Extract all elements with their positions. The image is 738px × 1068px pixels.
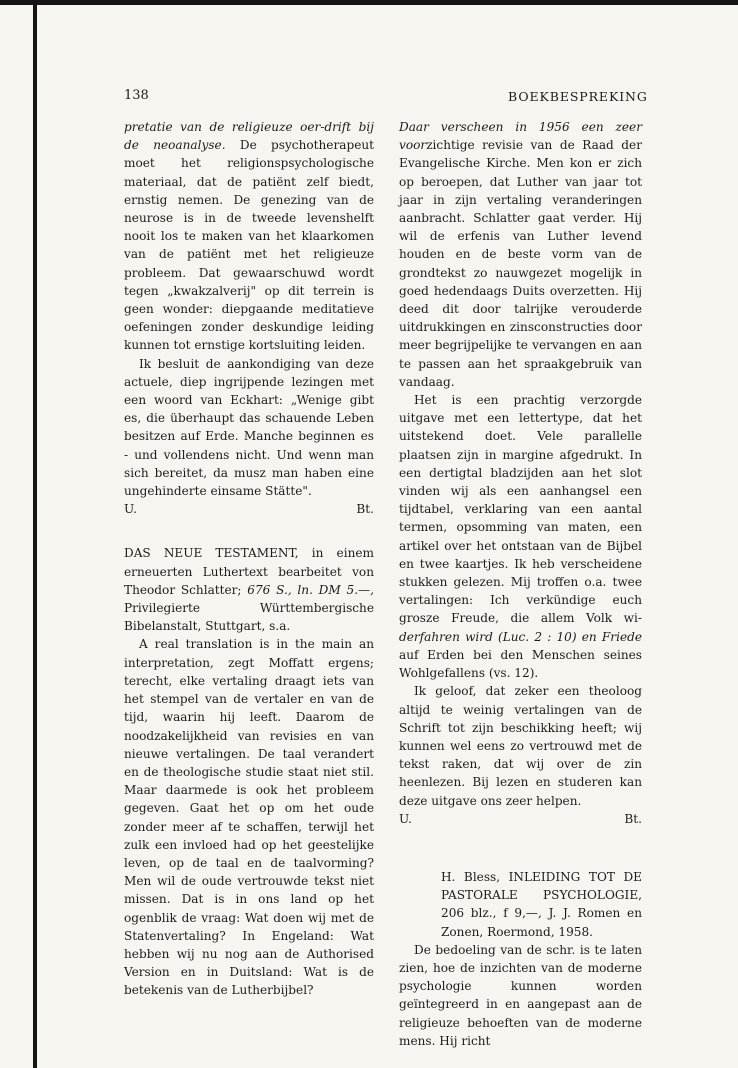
signature-line (399, 810, 642, 828)
left-column (124, 118, 374, 1000)
book-price: 676 S., ln. DM 5.—, (247, 582, 374, 597)
signature-initial: U. (124, 502, 137, 517)
left-border-line (33, 5, 37, 1068)
paragraph-uitgave (399, 391, 642, 682)
book-publisher: Privilegierte Württembergische Bibelanstalt, Stuttgart, s.a. (124, 601, 374, 634)
signature-author: Bt. (356, 502, 374, 517)
book-entry-neue-testament (124, 544, 374, 635)
italic-text: de neoanalyse. (124, 138, 226, 153)
paragraph-bedoeling: De bedoeling van de schr. is te laten zien, hoe de inzichten van de moderne psychologie kunnen worden geïntegreerd in en aangepast aan de religieuze behoeften van de moderne mens. Hij richt (399, 942, 642, 1048)
paragraph-text: auf Erden bei den Menschen seines Wohlgefallens (vs. 12). (399, 647, 642, 681)
top-border-line (0, 0, 738, 5)
paragraph-eckhart: Ik besluit de aankondiging van deze actuele, diep ingrijpende lezingen met een woord van Eckhart: „Wenige gibt es, die überhaupt das schauende Leben besitzen auf Erde. Manche beginnen es - und vollendens nicht. Und wenn man sich bereitet, da musz man haben eine ungehinderte einsame Stätte". (124, 356, 374, 499)
italic-text: pretatie van de religieuze oer-drift bij (124, 120, 374, 134)
signature-initial: U. (399, 811, 412, 826)
paragraph-theoloog: Ik geloof, dat zeker een theoloog altijd te weinig vertalingen van de Schrift tot zijn beschikking heeft; wij kunnen wel eens zo vertrouwd met de tekst raken, dat wij over de zin heenlezen. Bij lezen en studeren kan deze uitgave ons zeer helpen. (399, 684, 642, 808)
paragraph-revisie (399, 118, 642, 391)
italic-text: derfahren wird (Luc. 2 : 10) en Friede (399, 629, 642, 644)
signature-author: Bt. (624, 811, 642, 826)
signature-line (124, 500, 374, 518)
running-head: BOEKBESPREKING (508, 89, 648, 104)
paragraph-text: De psychotherapeut moet het religionspsychologische materiaal, dat de patiënt zelf biedt, ernstig nemen. De genezing van de neurose is in de tweede levenshelft nooit los te maken van het klaarkomen van de patiënt met het religieuze probleem. Dat gewaarschuwd wordt tegen „kwakzalverij" op dit terrein is geen wonder: diepgaande meditatieve oefeningen zonder deskundige leiding kunnen tot ernstige kortsluiting leiden. (124, 138, 374, 353)
paragraph-neoanalyse (124, 118, 374, 355)
page-number: 138 (124, 88, 149, 103)
book-title: DAS NEUE TESTAMENT, in einem erneuerten Luthertext bearbeitet von Theodor Schlatter; (124, 546, 374, 597)
right-column (399, 118, 642, 1050)
italic-text: Daar verscheen in 1956 een zeer voor (399, 120, 642, 153)
paragraph-text: zichtige revisie van de Raad der Evangelische Kirche. Men kon er zich op beroepen, dat Luther van jaar tot jaar in zijn vertaling veranderingen aanbracht. Schlatter gaat verder. Hij wil de erfenis van Luther levend houden en de beste vorm van de grondtekst zo nauwgezet mogelijk in goed hedendaags Duits overzetten. Hij deed dit door talrijke verouderde uitdrukkingen en zinsconstructies door meer begrijpelijke te vervangen en aan te passen aan het spraakgebruik van vandaag. (399, 138, 642, 389)
paragraph-translation: A real translation is in the main an interpretation, zegt Moffatt ergens; terecht, elke vertaling draagt iets van het stempel van de vertaler en van de tijd, waarin hij leeft. Daarom de noodzakelijkheid van revisies en van nieuwe vertalingen. De taal verandert en de theologische studie staat niet stil. Maar daarmede is ook het probleem gegeven. Gaat het op om het oude zonder meer af te schaffen, terwijl het zulk een invloed had op het geestelijke leven, op de taal en de taalvorming? Men wil de oude vertrouwde tekst niet missen. Dat is in ons land op het ogenblik de vraag: Wat doen wij met de Statenvertaling? In Engeland: Wat hebben wij nu nog aan de Authorised Version en in Duitsland: Wat is de betekenis van de Lutherbijbel? (124, 637, 374, 998)
book-entry-bless: H. Bless, INLEIDING TOT DE PASTORALE PSYCHOLOGIE, 206 blz., f 9,—, J. J. Romen en Zonen, Roermond, 1958. (441, 869, 642, 939)
paragraph-text: Het is een prachtig verzorgde uitgave met een lettertype, dat het uitstekend doet. Vele parallelle plaatsen zijn in margine afgedrukt. In een dertigtal bladzijden aan het slot vinden wij als een aanhangsel een tijdtabel, verklaring van een aantal termen, opsomming van maten, een artikel over het ontstaan van de Bijbel en twee kaartjes. Ik heb verscheidene stukken gelezen. Mij troffen o.a. twee vertalingen: Ich verkündige euch grosze Freude, die allem Volk wi- (399, 393, 642, 626)
